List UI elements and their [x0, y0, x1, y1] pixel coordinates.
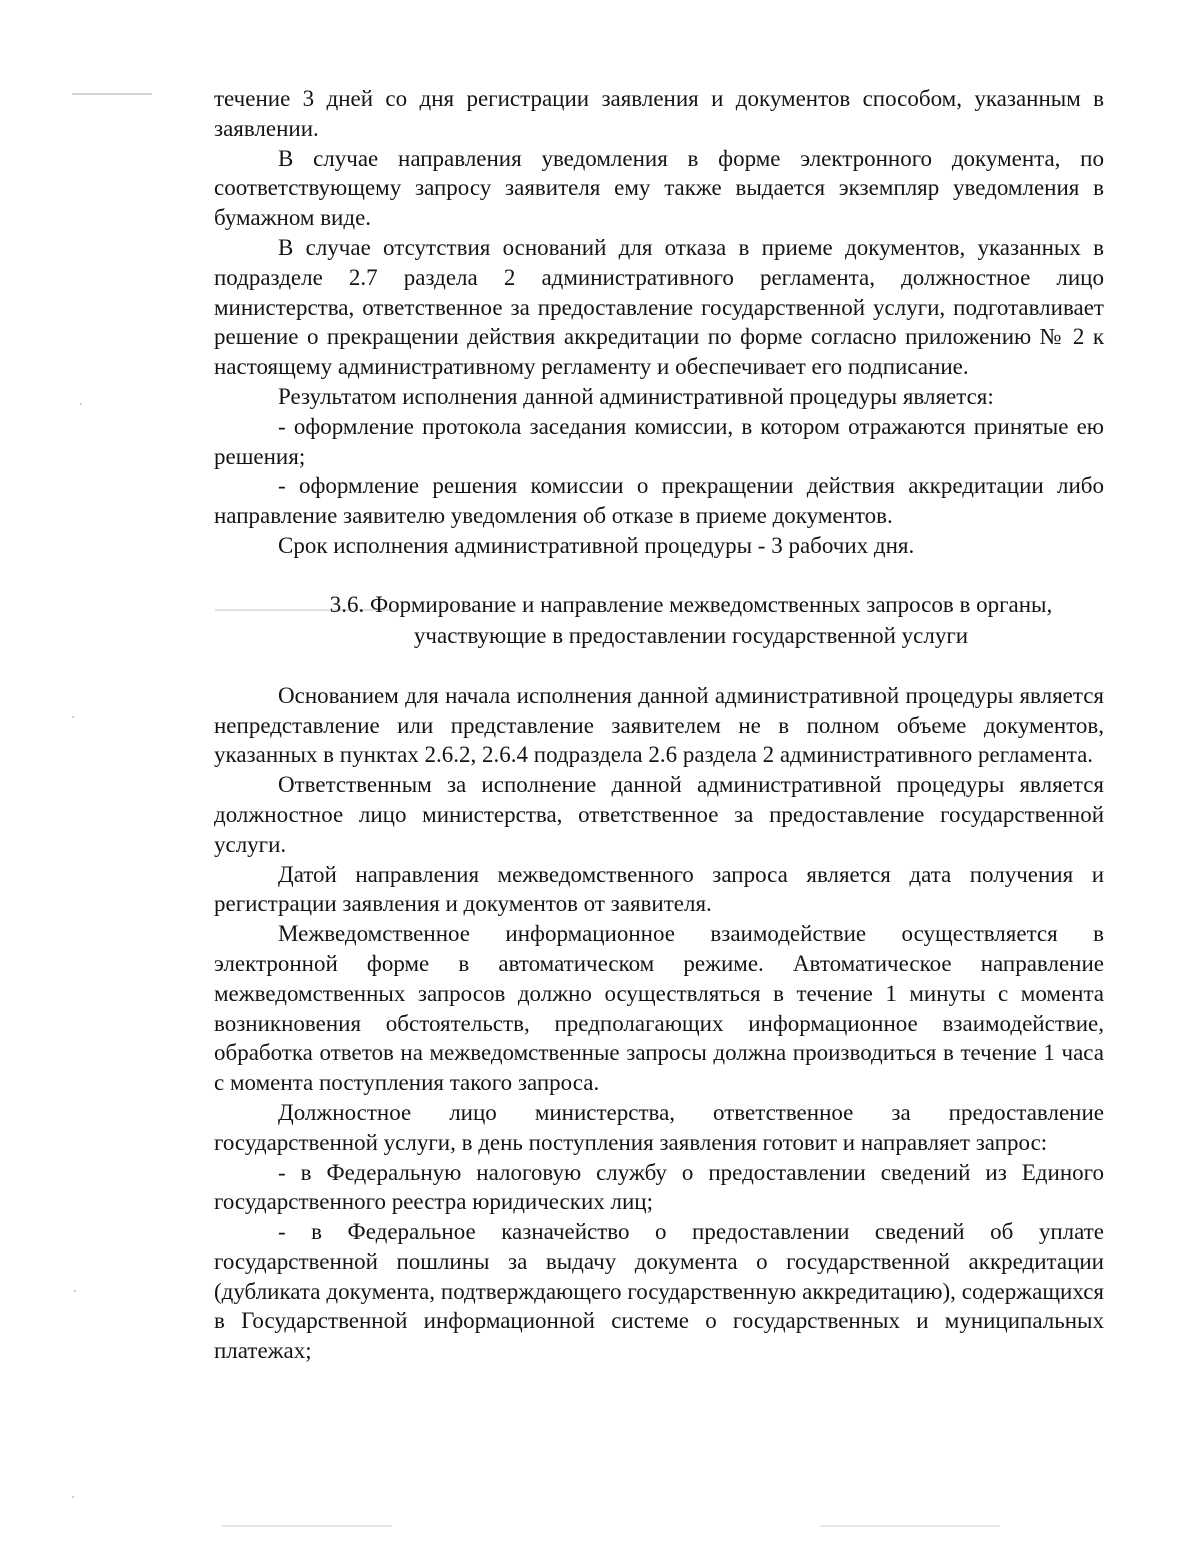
scan-artifact: [72, 716, 74, 718]
list-item: - оформление решения комиссии о прекращении действия аккредитации либо направление заявителю уведомления об отказе в приеме документов.: [214, 473, 1104, 529]
list-item: - оформление протокола заседания комиссии, в котором отражаются принятые ею решения;: [214, 413, 1104, 469]
scan-artifact: [80, 403, 82, 405]
paragraph: Должностное лицо министерства, ответственное за предоставление государственной услуги, в день поступления заявления готовит и направляет запрос:: [214, 1099, 1104, 1155]
scan-artifact: [820, 1525, 1000, 1527]
list-item: - в Федеральную налоговую службу о предоставлении сведений из Единого государственного реестра юридических лиц;: [214, 1159, 1104, 1215]
scan-artifact: [222, 1525, 392, 1527]
scan-artifact: [74, 1290, 76, 1292]
paragraph: Основанием для начала исполнения данной административной процедуры является непредставление или представление заявителем не в полном объеме документов, указанных в пунктах 2.6.2, 2.6.4 подраздела 2.6 раздела 2 административного регламента.: [214, 682, 1104, 768]
paragraph: Межведомственное информационное взаимодействие осуществляется в электронной форме в автоматическом режиме. Автоматическое направление межведомственных запросов должно осуществляться в течение 1 минуты с момента возникновения обстоятельств, предполагающих информационное взаимодействие, обработка ответов на межведомственные запросы должна производиться в течение 1 часа с момента поступления такого запроса.: [214, 921, 1104, 1096]
paragraph: Ответственным за исполнение данной административной процедуры является должностное лицо министерства, ответственное за предоставление государственной услуги.: [214, 772, 1104, 857]
paragraph: Срок исполнения административной процедуры - 3 рабочих дня.: [278, 532, 915, 558]
section-heading-line: 3.6. Формирование и направление межведомственных запросов в органы,: [329, 591, 1053, 617]
paragraph: течение 3 дней со дня регистрации заявления и документов способом, указанным в заявлении.: [214, 86, 1104, 141]
section-heading: [214, 589, 1104, 651]
scan-artifact: [72, 1496, 74, 1498]
document-page: [214, 84, 1104, 1366]
list-item: - в Федеральное казначейство о предоставлении сведений об уплате государственной пошлины за выдачу документа о государственной аккредитации (дубликата документа, подтверждающего государственную аккредитацию), содержащихся в Государственной информационной системе о государственных и муниципальных платежах;: [214, 1219, 1104, 1364]
paragraph: В случае направления уведомления в форме электронного документа, по соответствующему запросу заявителя ему также выдается экземпляр уведомления в бумажном виде.: [214, 145, 1104, 231]
paragraph: В случае отсутствия оснований для отказа в приеме документов, указанных в подразделе 2.7 раздела 2 административного регламента, должностное лицо министерства, ответственное за предоставление государственной услуги, подготавливает решение о прекращении действия аккредитации по форме согласно приложению № 2 к настоящему административному регламенту и обеспечивает его подписание.: [214, 234, 1104, 380]
section-heading-line: участвующие в предоставлении государственной услуги: [413, 622, 969, 648]
paragraph: Результатом исполнения данной административной процедуры является:: [278, 383, 994, 409]
paragraph: Датой направления межведомственного запроса является дата получения и регистрации заявления и документов от заявителя.: [214, 861, 1104, 917]
scan-artifact: [72, 93, 152, 95]
